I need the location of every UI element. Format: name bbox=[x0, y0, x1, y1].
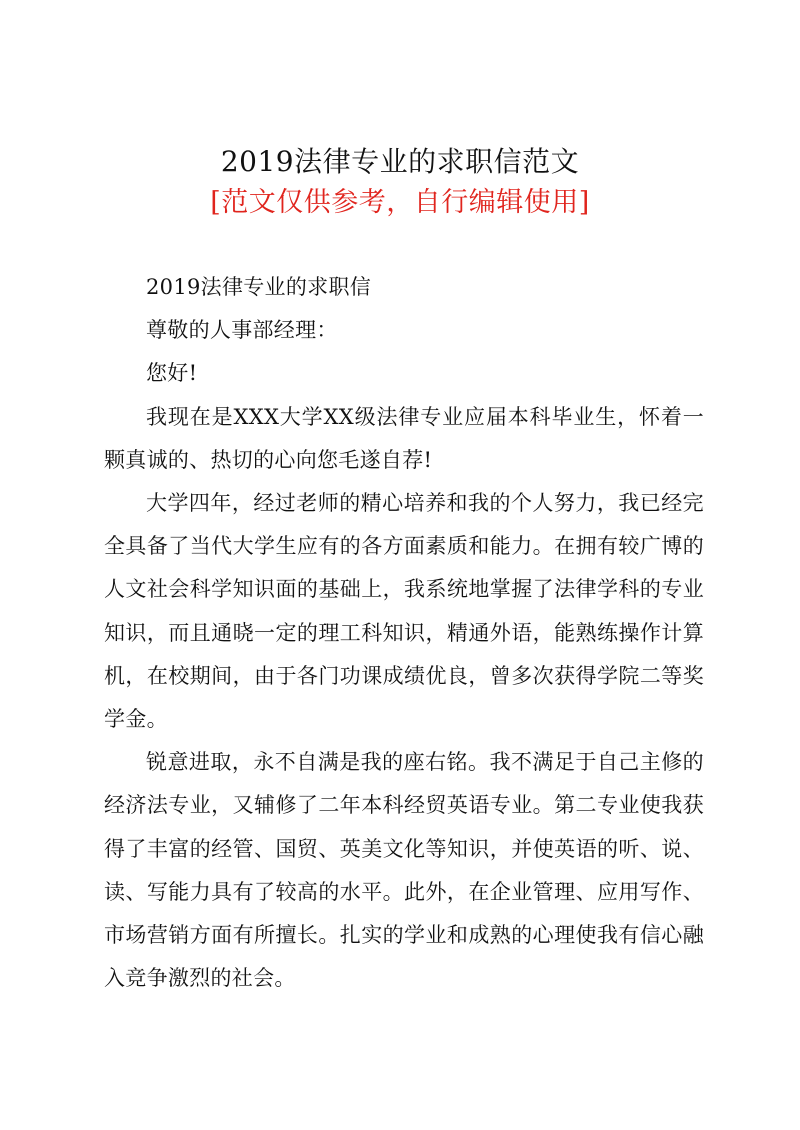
document-body bbox=[104, 266, 704, 1000]
letter-salutation: 尊敬的人事部经理： bbox=[146, 318, 338, 343]
letter-paragraph: 锐意进取，永不自满是我的座右铭。我不满足于自己主修的经济法专业，又辅修了二年本科经贸英语专业。第二专业使我获得了丰富的经管、国贸、英美文化等知识，并使英语的听、说、读、写能力具有了较高的水平。此外，在企业管理、应用写作、市场营销方面有所擅长。扎实的学业和成熟的心理使我有信心融入竞争激烈的社会。 bbox=[104, 750, 704, 991]
document-title: 2019法律专业的求职信范文 bbox=[220, 145, 580, 178]
letter-paragraph: 我现在是XXX大学XX级法律专业应届本科毕业生，怀着一颗真诚的、热切的心向您毛遂自荐! bbox=[104, 404, 704, 472]
document-subtitle: [范文仅供参考，自行编辑使用] bbox=[210, 187, 590, 218]
letter-paragraph: 大学四年，经过老师的精心培养和我的个人努力，我已经完全具备了当代大学生应有的各方面素质和能力。在拥有较广博的人文社会科学知识面的基础上，我系统地掌握了法律学科的专业知识，而且通晓一定的理工科知识，精通外语，能熟练操作计算机，在校期间，由于各门功课成绩优良，曾多次获得学院二等奖学金。 bbox=[104, 491, 704, 732]
letter-greeting: 您好! bbox=[146, 361, 198, 386]
letter-heading: 2019法律专业的求职信 bbox=[146, 275, 372, 299]
